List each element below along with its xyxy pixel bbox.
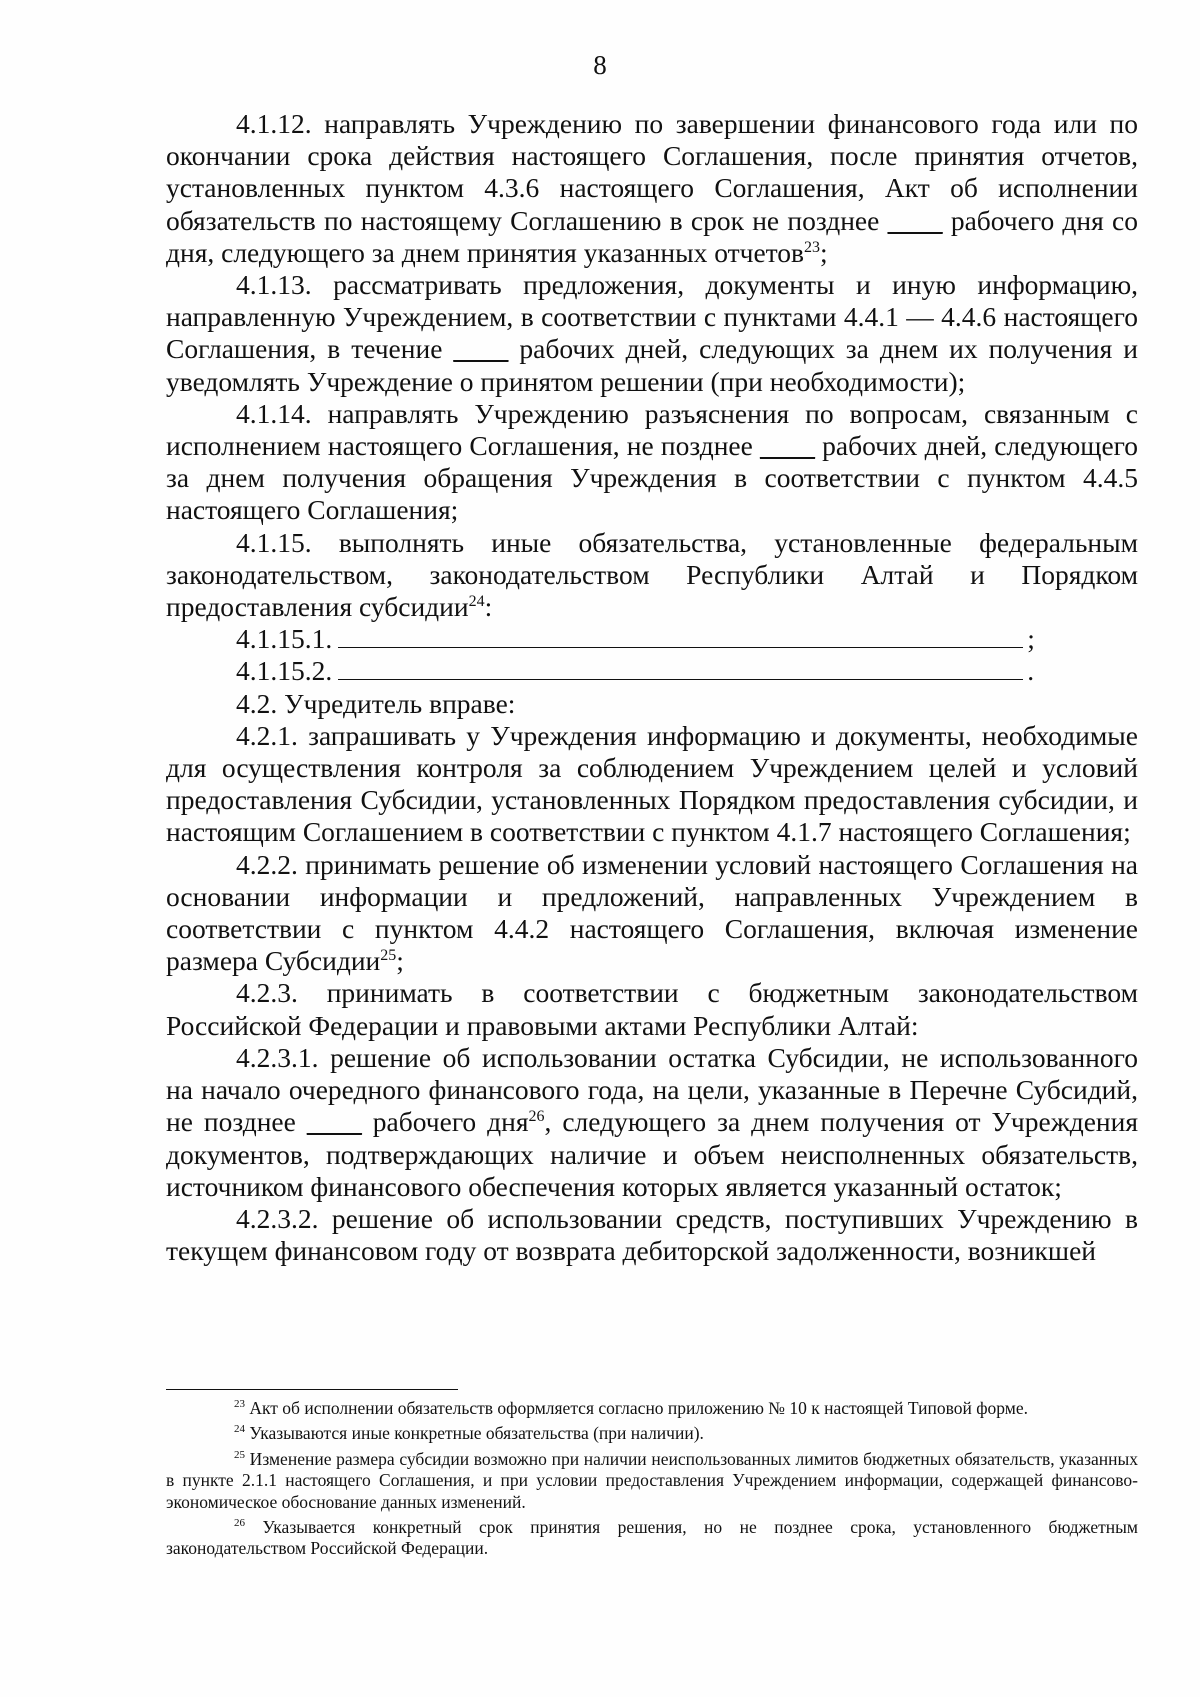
- blank-field: ____: [759, 430, 815, 462]
- footnote-ref-25: 25: [380, 947, 397, 965]
- footnote-ref-23: 23: [804, 238, 821, 256]
- clause-4-1-12: 4.1.12. направлять Учреждению по завершении финансового года или по окончании срока действия настоящего Соглашения, после принятия отчетов, установленных пунктом 4.3.6 настоящего Соглашения, Акт об исполнении обязательств по настоящему Соглашению в срок не позднее ____ рабочего дня со дня, следующего за днем принятия указанных отчетов$^{23}$;: [166, 108, 1138, 268]
- fill-line: [338, 625, 1023, 648]
- clause-4-1-15-1: 4.1.15.1. ;: [236, 623, 1035, 655]
- footnote-ref-24: 24: [468, 592, 485, 610]
- fill-line: [338, 657, 1023, 680]
- clause-4-1-15: 4.1.15. выполнять иные обязательства, установленные федеральным законодательством, законодательством Республики Алтай и Порядком предоставления субсидии$^{24}$:: [166, 526, 1138, 623]
- clause-4-1-13: 4.1.13. рассматривать предложения, документы и иную информацию, направленную Учреждением, в соответствии с пунктами 4.4.1 — 4.4.6 настоящего Соглашения, в течение ____ рабочих дней, следующих за днем их получения и уведомлять Учреждение о принятом решении (при необходимости);: [166, 269, 1138, 397]
- footnote-26: $^{26}$ Указывается конкретный срок принятия решения, но не позднее срока, установленного бюджетным законодательством Российской Федерации.: [166, 1517, 1138, 1559]
- clause-label: 4.1.15.1.: [236, 623, 333, 655]
- page-number: 8: [593, 50, 607, 80]
- footnote-ref-26: 26: [528, 1108, 545, 1126]
- footnotes: [166, 1398, 1138, 1564]
- clause-4-1-14: 4.1.14. направлять Учреждению разъяснения по вопросам, связанным с исполнением настоящего Соглашения, не позднее ____ рабочих дней, следующего за днем получения обращения Учреждения в соответствии с пунктом 4.4.5 настоящего Соглашения;: [166, 397, 1139, 526]
- footnote-25: $^{25}$ Изменение размера субсидии возможно при наличии неиспользованных лимитов бюджетных обязательств, указанных в пункте 2.1.1 настоящего Соглашения, и при условии предоставления Учреждением информации, содержащей финансово-экономическое обоснование данных изменений.: [166, 1448, 1138, 1512]
- blank-field: ____: [453, 333, 509, 365]
- clause-4-2-3-1: 4.2.3.1. решение об использовании остатка Субсидии, не использованного на начало очередного финансового года, на цели, указанные в Перечне Субсидий, не позднее ____ рабочего дня$^{26}$, следующего за днем получения от Учреждения документов, подтверждающих наличие и объем неисполненных обязательств, источником финансового обеспечения которых является указанный остаток;: [166, 1041, 1138, 1202]
- footnote-number: 26: [234, 1517, 245, 1530]
- document-body: [166, 108, 1138, 1267]
- footnote-separator: [166, 1389, 458, 1390]
- footnote-number: 25: [234, 1448, 245, 1461]
- blank-field: ____: [306, 1106, 362, 1138]
- clause-4-1-15-2: 4.1.15.2. .: [236, 655, 1035, 687]
- clause-4-2: 4.2. Учредитель вправе:: [236, 687, 516, 719]
- clause-label: 4.1.15.2.: [236, 655, 333, 687]
- footnote-number: 24: [234, 1423, 245, 1436]
- clause-4-2-3-2: 4.2.3.2. решение об использовании средств, поступивших Учреждению в текущем финансовом году от возврата дебиторской задолженности, возникшей: [166, 1202, 1138, 1267]
- footnote-number: 23: [234, 1398, 245, 1411]
- footnote-23: $^{23}$ Акт об исполнении обязательств оформляется согласно приложению № 10 к настоящей Типовой форме.: [234, 1398, 1029, 1418]
- clause-4-2-2: 4.2.2. принимать решение об изменении условий настоящего Соглашения на основании информации и предложений, направленных Учреждением в соответствии с пунктом 4.4.2 настоящего Соглашения, включая изменение размера Субсидии$^{25}$;: [166, 848, 1138, 977]
- clause-4-2-1: 4.2.1. запрашивать у Учреждения информацию и документы, необходимые для осуществления контроля за соблюдением Учреждением целей и условий предоставления Субсидии, установленных Порядком предоставления субсидии, и настоящим Соглашением в соответствии с пунктом 4.1.7 настоящего Соглашения;: [166, 719, 1138, 848]
- blank-field: ____: [887, 204, 943, 236]
- clause-4-2-3: 4.2.3. принимать в соответствии с бюджетным законодательством Российской Федерации и правовыми актами Республики Алтай:: [166, 977, 1138, 1041]
- footnote-24: $^{24}$ Указываются иные конкретные обязательства (при наличии).: [234, 1423, 704, 1444]
